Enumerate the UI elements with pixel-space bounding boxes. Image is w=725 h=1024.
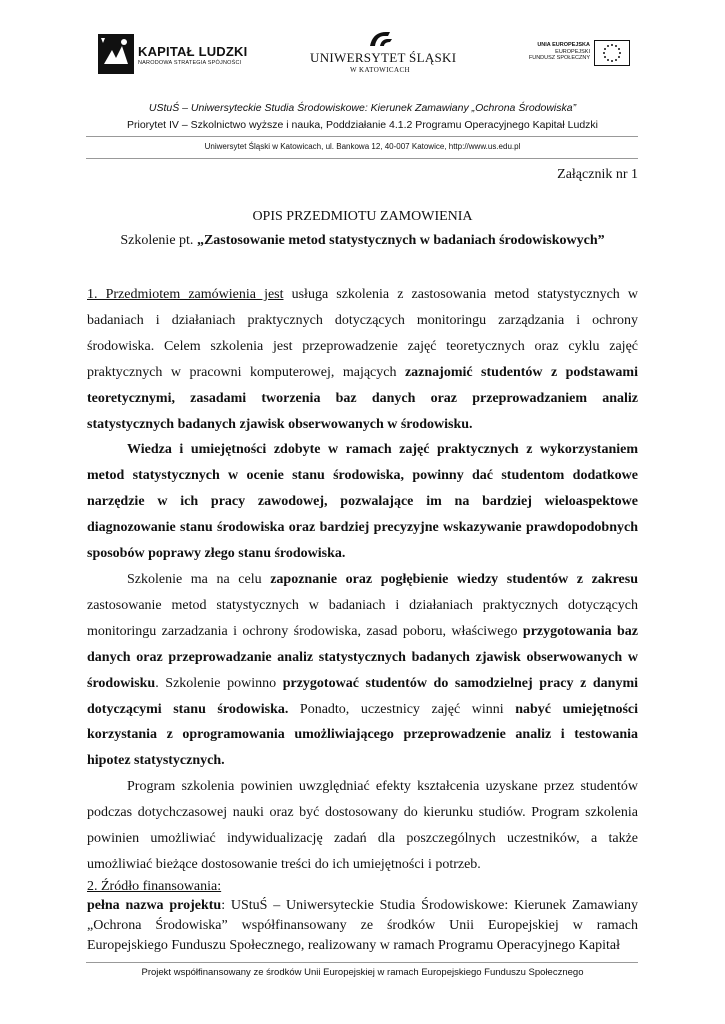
- section-2-label: pełna nazwa projektu: [87, 897, 222, 913]
- ue-text: [518, 42, 590, 62]
- footer-divider: [86, 962, 638, 963]
- ue-line1: UNIA EUROPEJSKA: [537, 42, 590, 48]
- p3-s3: zastosowanie metod statystycznych w badaniach i działaniach praktycznych dotyczących monitoringu zarzadzania i ochrony środowiska, zasad poboru, właściwego: [87, 597, 638, 639]
- section-2-heading-text: 2. Źródło finansowania:: [87, 878, 222, 894]
- header-divider-2: [86, 158, 638, 159]
- ue-line2: EUROPEJSKI: [555, 48, 590, 55]
- p2-bold: Wiedza i umiejętności zdobyte w ramach zajęć praktycznych z wykorzystaniem metod statystycznych w ocenie stanu środowiska, powinny dać studentom dodatkowe narzędzie w ich pracy zawodowej, pozwalające im na bardziej wieloaspektowe diagnozowanie stanu środowiska oraz bardziej precyzyjne wskazywanie prawdopodobnych sposobów poprawy złego stanu środowiska.: [87, 442, 638, 562]
- ue-line3: FUNDUSZ SPOŁECZNY: [528, 55, 590, 61]
- kapital-ludzki-subtitle: NARODOWA STRATEGIA SPÓJNOŚCI: [138, 60, 242, 66]
- us-name: UNIWERSYTET ŚLĄSKI: [310, 50, 457, 65]
- p3-s6: przygotować studentów do samodzielnej pracy z danymi dotyczącymi stanu środowiska.: [87, 675, 638, 717]
- paragraph-2: [87, 437, 638, 567]
- document-title: OPIS PRZEDMIOTU ZAMOWIENIA: [252, 209, 473, 224]
- us-emblem-icon: [366, 30, 394, 48]
- eu-flag-icon: [594, 40, 630, 66]
- address-line: Uniwersytet Śląski w Katowicach, ul. Bankowa 12, 40-007 Katowice, http://www.us.edu.pl: [204, 142, 521, 151]
- subtitle-bold: „Zastosowanie metod statystycznych w badaniach środowiskowych”: [196, 233, 605, 248]
- document-subtitle: [0, 233, 725, 249]
- uniwersytet-slaski-logo: [310, 30, 457, 76]
- footer-text: Projekt współfinansowany ze środków Unii Europejskiej w ramach Europejskiego Funduszu Społecznego: [141, 967, 584, 978]
- unia-europejska-logo: [518, 42, 638, 72]
- p1-text: usługa szkolenia z zastosowania metod statystycznych w badaniach i działaniach praktycznych dotyczących monitoringu zarządzania i ochrony środowiska. Celem szkolenia jest przeprowadzenie zajęć teoretycznych oraz cyklu zajęć praktycznych w pracowni komputerowej, mających: [87, 287, 638, 380]
- p3-s4: przygotowania baz danych oraz przeprowadzanie analiz statystycznych badanych zjawisk obserwowanych w środowisku: [87, 623, 638, 691]
- us-city: W KATOWICACH: [350, 66, 410, 74]
- section-2-body: : UStuŚ – Uniwersyteckie Studia Środowiskowe: Kierunek Zamawiany „Ochrona Środowiska” współfinansowany ze środków Unii Europejskiej w ramach Europejskiego Funduszu Społecznego, realizowany w ramach Programu Operacyjnego Kapitał: [87, 897, 638, 953]
- section-2-text: [87, 896, 638, 956]
- p3-s1: Szkolenie ma na celu: [127, 571, 271, 587]
- project-line: UStuŚ – Uniwersyteckie Studia Środowiskowe: Kierunek Zamawiany „Ochrona Środowiska”: [148, 102, 577, 114]
- header-divider: [86, 136, 638, 137]
- paragraph-1: [87, 282, 638, 437]
- kapital-ludzki-logo: [94, 32, 248, 76]
- header-logos: [94, 30, 634, 78]
- p1-lead: 1. Przedmiotem zamówienia jest: [87, 287, 284, 302]
- paragraph-3: [87, 567, 638, 774]
- p1-bold: zaznajomić studentów z podstawami teoretycznymi, zasadami tworzenia baz danych oraz przeprowadzaniem analiz statystycznych badanych zjawisk obserwowanych w środowisku.: [87, 364, 638, 432]
- paragraph-4: Program szkolenia powinien uwzględniać efekty kształcenia uzyskane przez studentów podczas dotychczasowej nauki oraz być dostosowany do kierunku studiów. Program szkolenia powinien umożliwiać indywidualizację zadań dla poszczególnych uczestników, a także umożliwiać bieżące dostosowanie treści do ich umiejętności i potrzeb.: [87, 779, 638, 872]
- document-body: [87, 282, 638, 956]
- section-2-heading: [87, 878, 638, 896]
- p3-s7: Ponadto, uczestnicy zajęć winni: [288, 701, 516, 717]
- annex-number: Załącznik nr 1: [557, 167, 638, 182]
- subtitle-prefix: Szkolenie pt.: [120, 233, 197, 248]
- p3-s2: zapoznanie oraz pogłębienie wiedzy studentów z zakresu: [270, 571, 639, 587]
- kapital-ludzki-emblem-icon: [98, 34, 134, 74]
- priority-line: Priorytet IV – Szkolnictwo wyższe i nauka, Poddziałanie 4.1.2 Programu Operacyjnego Kapitał Ludzki: [127, 119, 598, 131]
- kapital-ludzki-title: KAPITAŁ LUDZKI: [138, 44, 248, 59]
- p3-s8: nabyć umiejętności korzystania z oprogramowania umożliwiającego przeprowadzenie analiz i testowania hipotez statystycznych.: [87, 701, 638, 769]
- p3-s5: . Szkolenie powinno: [155, 675, 283, 691]
